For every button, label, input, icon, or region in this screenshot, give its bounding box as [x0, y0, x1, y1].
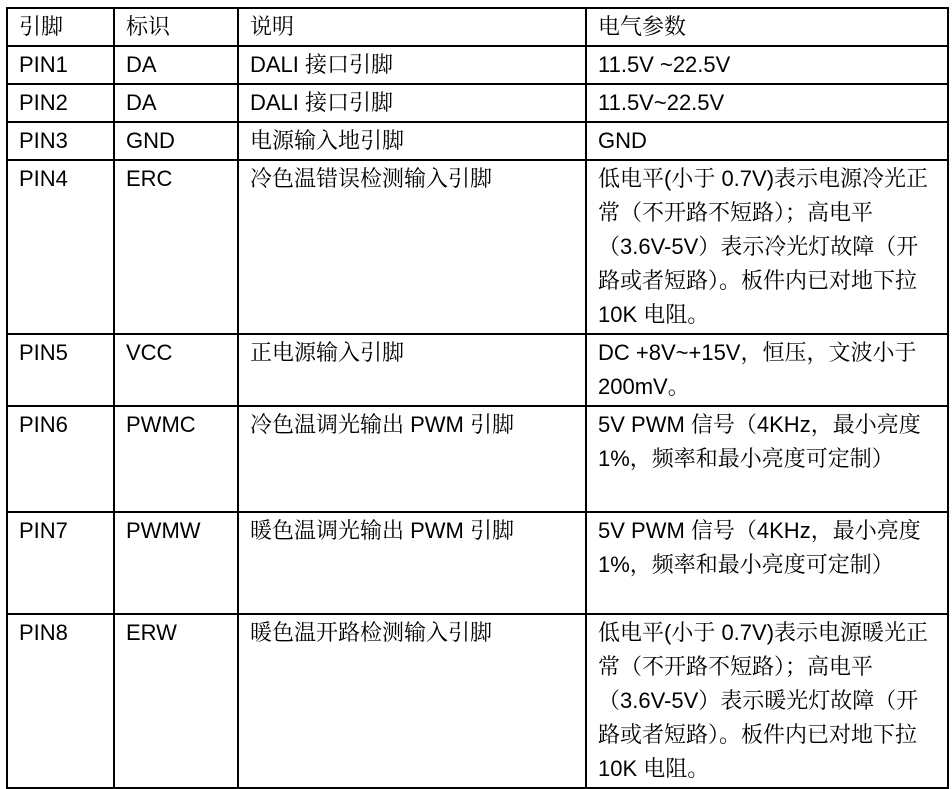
cell-label: PWMW	[114, 512, 238, 614]
cell-pin: PIN2	[7, 84, 114, 122]
cell-params: 11.5V~22.5V	[586, 84, 948, 122]
cell-desc: 电源输入地引脚	[238, 122, 586, 160]
table-row	[7, 160, 948, 334]
header-params: 电气参数	[586, 8, 948, 46]
cell-label: ERC	[114, 160, 238, 334]
cell-params: 5V PWM 信号（4KHz，最小亮度 1%，频率和最小亮度可定制）	[586, 512, 948, 614]
header-desc: 说明	[238, 8, 586, 46]
cell-label: VCC	[114, 334, 238, 406]
cell-desc: 正电源输入引脚	[238, 334, 586, 406]
pin-definition-table	[6, 7, 949, 789]
cell-params: DC +8V~+15V，恒压，文波小于 200mV。	[586, 334, 948, 406]
cell-params: 低电平(小于 0.7V)表示电源暖光正常（不开路不短路）；高电平（3.6V-5V）表示暖光灯故障（开路或者短路）。板件内已对地下拉 10K 电阻。	[586, 614, 948, 788]
cell-desc: 冷色温错误检测输入引脚	[238, 160, 586, 334]
table-row	[7, 334, 948, 406]
cell-pin: PIN4	[7, 160, 114, 334]
cell-desc: 冷色温调光输出 PWM 引脚	[238, 406, 586, 512]
cell-params: GND	[586, 122, 948, 160]
table-row	[7, 46, 948, 84]
cell-label: GND	[114, 122, 238, 160]
cell-desc: 暖色温调光输出 PWM 引脚	[238, 512, 586, 614]
header-pin: 引脚	[7, 8, 114, 46]
cell-params: 5V PWM 信号（4KHz，最小亮度 1%，频率和最小亮度可定制）	[586, 406, 948, 512]
cell-label: DA	[114, 84, 238, 122]
cell-label: ERW	[114, 614, 238, 788]
cell-pin: PIN8	[7, 614, 114, 788]
cell-pin: PIN3	[7, 122, 114, 160]
cell-label: PWMC	[114, 406, 238, 512]
cell-pin: PIN1	[7, 46, 114, 84]
cell-pin: PIN7	[7, 512, 114, 614]
table-row	[7, 406, 948, 512]
header-label: 标识	[114, 8, 238, 46]
cell-pin: PIN5	[7, 334, 114, 406]
table-header-row	[7, 8, 948, 46]
cell-pin: PIN6	[7, 406, 114, 512]
cell-label: DA	[114, 46, 238, 84]
table-row	[7, 84, 948, 122]
cell-desc: DALI 接口引脚	[238, 84, 586, 122]
cell-params: 低电平(小于 0.7V)表示电源冷光正常（不开路不短路）；高电平（3.6V-5V）表示冷光灯故障（开路或者短路）。板件内已对地下拉 10K 电阻。	[586, 160, 948, 334]
cell-params: 11.5V ~22.5V	[586, 46, 948, 84]
cell-desc: 暖色温开路检测输入引脚	[238, 614, 586, 788]
table-row	[7, 614, 948, 788]
cell-desc: DALI 接口引脚	[238, 46, 586, 84]
table-row	[7, 122, 948, 160]
table-row	[7, 512, 948, 614]
